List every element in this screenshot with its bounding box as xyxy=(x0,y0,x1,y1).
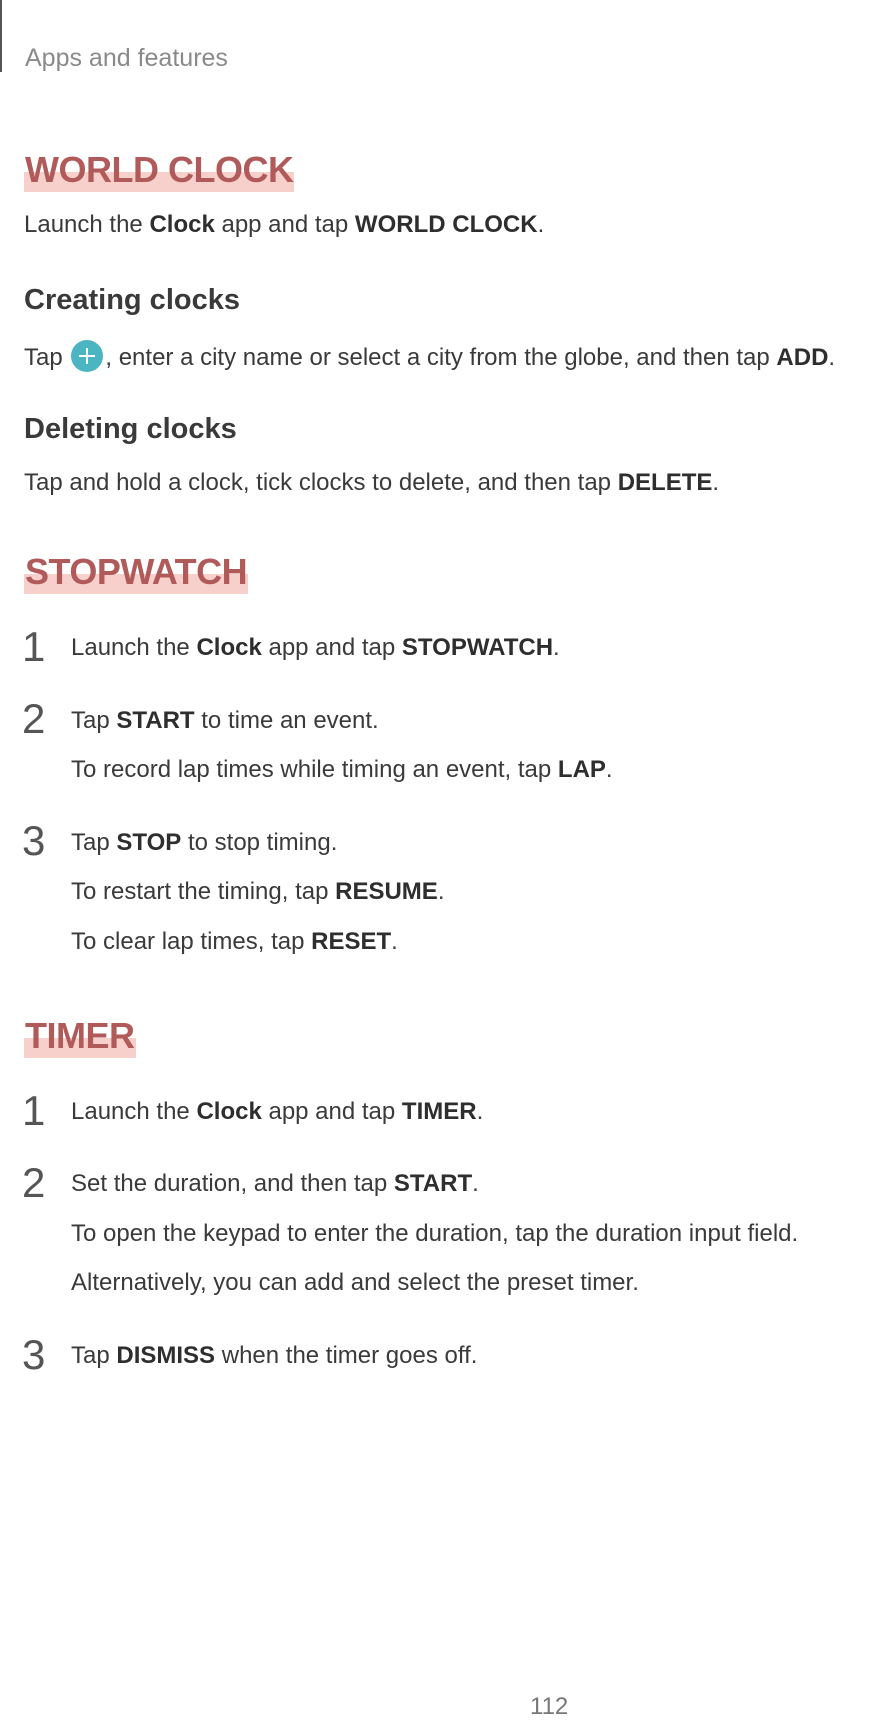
section-title-stopwatch: STOPWATCH xyxy=(25,551,248,592)
timer-step-text: Set the duration, and then tap START. xyxy=(71,1170,479,1197)
stopwatch-step-note: To restart the timing, tap RESUME. xyxy=(71,878,445,905)
stopwatch-step-note: To clear lap times, tap RESET. xyxy=(71,928,398,955)
subsection-title-creating-clocks: Creating clocks xyxy=(24,284,240,316)
stopwatch-step-number: 2 xyxy=(22,695,46,742)
timer-step-note: To open the keypad to enter the duration, tap the duration input field. xyxy=(71,1220,799,1247)
world-clock-intro: Launch the Clock app and tap WORLD CLOCK. xyxy=(24,211,545,238)
page-number: 112 xyxy=(530,1693,569,1720)
add-icon xyxy=(71,340,103,372)
timer-step-text: Launch the Clock app and tap TIMER. xyxy=(71,1098,484,1125)
stopwatch-step-note: To record lap times while timing an event, tap LAP. xyxy=(71,756,613,783)
deleting-clocks-text: Tap and hold a clock, tick clocks to delete, and then tap DELETE. xyxy=(24,469,720,496)
stopwatch-step-number: 3 xyxy=(22,817,46,864)
timer-step-number: 2 xyxy=(22,1159,46,1206)
timer-step-note: Alternatively, you can add and select the preset timer. xyxy=(71,1269,639,1296)
section-title-world-clock: WORLD CLOCK xyxy=(25,149,294,190)
section-title-timer: TIMER xyxy=(25,1015,135,1056)
timer-step-number: 3 xyxy=(22,1331,46,1378)
stopwatch-step-text: Launch the Clock app and tap STOPWATCH. xyxy=(71,634,560,661)
running-header: Apps and features xyxy=(25,44,228,72)
creating-clocks-text: Tap , enter a city name or select a city from the globe, and then tap ADD. xyxy=(24,340,835,374)
stopwatch-step-number: 1 xyxy=(22,623,46,670)
timer-step-number: 1 xyxy=(22,1087,46,1134)
stopwatch-step-text: Tap STOP to stop timing. xyxy=(71,829,338,856)
margin-rule xyxy=(0,0,2,72)
stopwatch-step-text: Tap START to time an event. xyxy=(71,707,379,734)
timer-step-text: Tap DISMISS when the timer goes off. xyxy=(71,1342,478,1369)
subsection-title-deleting-clocks: Deleting clocks xyxy=(24,413,237,445)
